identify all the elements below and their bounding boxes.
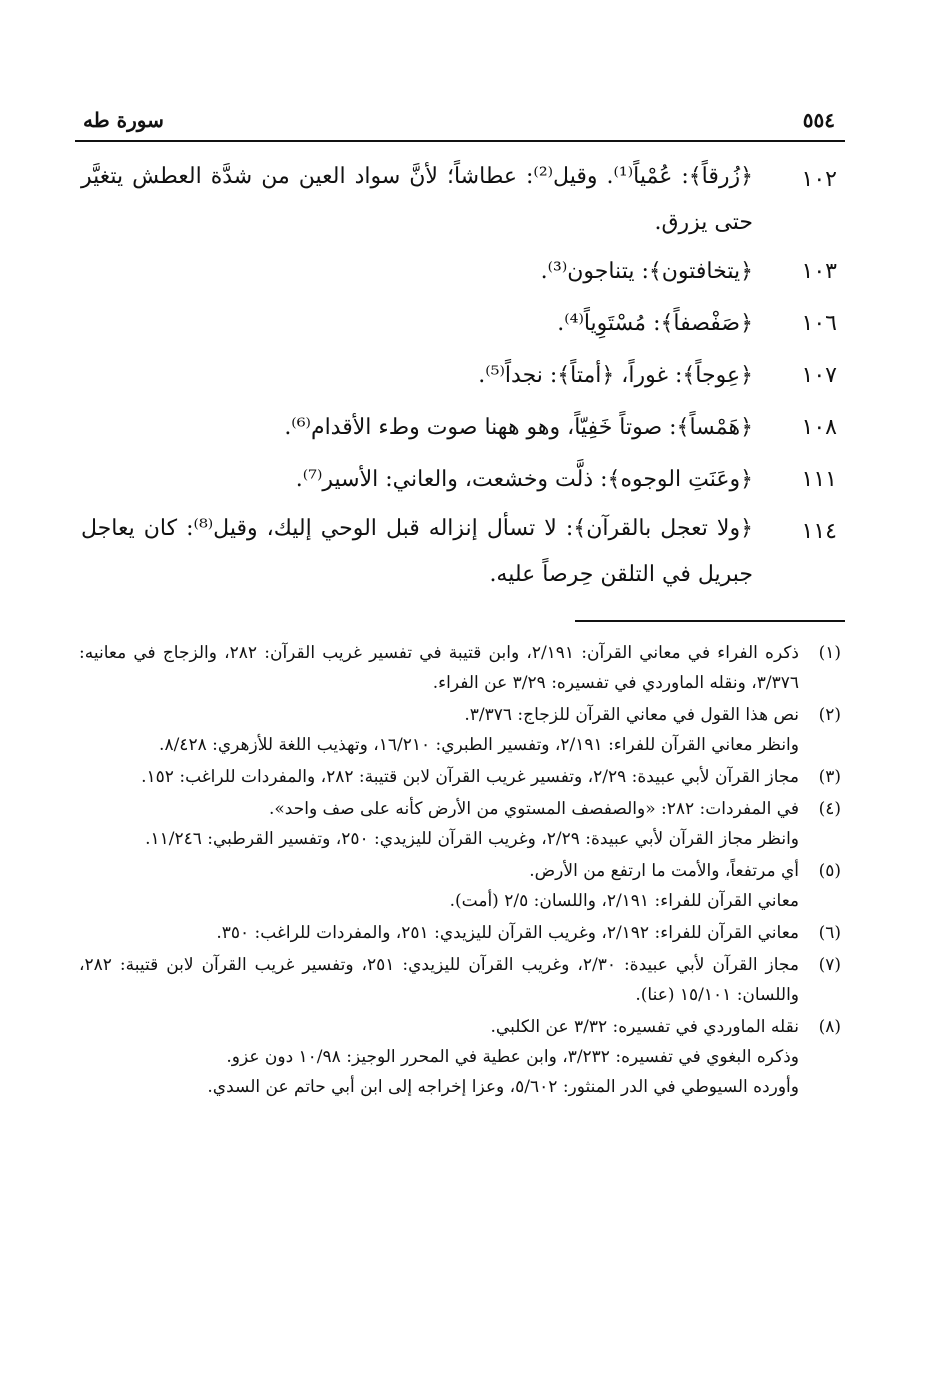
footnote-line: معاني القرآن للفراء: ٢/١٩١، واللسان: ٢/٥ (أمت). (449, 891, 799, 911)
verse-entry (75, 154, 845, 246)
verse-number: ١٠٣ (801, 259, 837, 284)
footnote (75, 638, 845, 698)
page-number: ٥٥٤ (802, 108, 835, 132)
verse-number: ١١٤ (801, 519, 837, 544)
footnote-line: وانظر مجاز القرآن لأبي عبيدة: ٢/٢٩، وغريب القرآن لليزيدي: ٢٥٠، وتفسير القرطبي: ١١/٢٤٦. (145, 829, 799, 849)
verse-entry (75, 402, 845, 454)
footnote-separator-wrap (75, 598, 845, 638)
verse-gloss: ﴿عِوجاً﴾: غوراً، ﴿أمتاً﴾: نجداً⁽⁵⁾. (478, 363, 753, 388)
footnote-line: نص هذا القول في معاني القرآن للزجاج: ٣/٣٧٦. (464, 705, 799, 725)
footnote (75, 950, 845, 1010)
verse-gloss: ﴿يتخافتون﴾: يتناجون⁽³⁾. (540, 259, 753, 284)
footnote-line: وذكره البغوي في تفسيره: ٣/٢٣٢، وابن عطية في المحرر الوجيز: ١٠/٩٨ دون عزو. (226, 1047, 799, 1067)
verse-entry (75, 506, 845, 598)
footnote (75, 1012, 845, 1102)
verse-gloss: ﴿ولا تعجل بالقرآن﴾: لا تسأل إنزاله قبل الوحي إليك، وقيل⁽⁸⁾: كان يعاجل جبريل في التلقن حِرصاً عليه. (81, 516, 753, 587)
verse-gloss: ﴿وعَنَتِ الوجوه﴾: ذلَّت وخشعت، والعاني: الأسير⁽⁷⁾. (295, 467, 753, 492)
verse-gloss: ﴿صَفْصفاً﴾: مُسْتَوِياً⁽⁴⁾. (557, 311, 753, 336)
verse-entry (75, 298, 845, 350)
footnote-line: مجاز القرآن لأبي عبيدة: ٢/٣٠، وغريب القرآن لليزيدي: ٢٥١، وتفسير غريب القرآن لابن قتيبة: ٢٨٢، واللسان: ١٥/١٠١ (عنا). (79, 955, 800, 1005)
footnote-label: (٤) (818, 799, 841, 819)
footnote (75, 856, 845, 916)
verse-number: ١٠٦ (801, 311, 837, 336)
footnote-line: في المفردات: ٢٨٢: «والصفصف المستوي من الأرض كأنه على صف واحد». (268, 799, 799, 819)
footnote-label: (٧) (818, 955, 841, 975)
footnote-line: وأورده السيوطي في الدر المنثور: ٥/٦٠٢، وعزا إخراجه إلى ابن أبي حاتم عن السدي. (207, 1077, 799, 1097)
page-header (75, 100, 845, 142)
verse-gloss: ﴿زُرقاً﴾: عُمْياً⁽¹⁾. وقيل⁽²⁾: عطاشاً؛ لأنَّ سواد العين من شدَّة العطش يتغيَّر حتى يزرق. (81, 164, 753, 235)
footnote-line: مجاز القرآن لأبي عبيدة: ٢/٢٩، وتفسير غريب القرآن لابن قتيبة: ٢٨٢، والمفردات للراغب: ١٥٢. (141, 767, 799, 787)
footnote-separator (575, 620, 845, 622)
footnote-label: (٢) (818, 705, 841, 725)
footnote-label: (٥) (818, 861, 841, 881)
verse-number: ١٠٢ (801, 167, 837, 192)
footnote-line: وانظر معاني القرآن للفراء: ٢/١٩١، وتفسير الطبري: ١٦/٢١٠، وتهذيب اللغة للأزهري: ٨/٤٢٨. (159, 735, 799, 755)
verse-entry (75, 246, 845, 298)
book-page (75, 100, 845, 1104)
footnote (75, 762, 845, 792)
footnote-label: (٣) (818, 767, 841, 787)
surah-title: سورة طه (83, 108, 164, 132)
footnote-line: أي مرتفعاً، والأمت ما ارتفع من الأرض. (529, 861, 799, 881)
footnotes (75, 638, 845, 1102)
verse-number: ١٠٧ (801, 363, 837, 388)
footnote (75, 918, 845, 948)
verse-entry (75, 350, 845, 402)
verse-number: ١٠٨ (801, 415, 837, 440)
footnote-line: ذكره الفراء في معاني القرآن: ٢/١٩١، وابن قتيبة في تفسير غريب القرآن: ٢٨٢، والزجاج في معانيه: ٣/٣٧٦، ونقله الماوردي في تفسيره: ٣/٢٩ عن الفراء. (79, 643, 799, 693)
verse-entries (75, 154, 845, 598)
footnote (75, 794, 845, 854)
footnote-line: نقله الماوردي في تفسيره: ٣/٣٢ عن الكلبي. (490, 1017, 799, 1037)
verse-entry (75, 454, 845, 506)
footnote-label: (٨) (818, 1017, 841, 1037)
footnote-label: (٦) (818, 923, 841, 943)
footnote (75, 700, 845, 760)
footnote-line: معاني القرآن للفراء: ٢/١٩٢، وغريب القرآن لليزيدي: ٢٥١، والمفردات للراغب: ٣٥٠. (216, 923, 799, 943)
verse-number: ١١١ (801, 467, 837, 492)
footnote-label: (١) (818, 643, 841, 663)
verse-gloss: ﴿هَمْساً﴾: صوتاً خَفِيّاً، وهو ههنا صوت وطء الأقدام⁽⁶⁾. (284, 415, 753, 440)
